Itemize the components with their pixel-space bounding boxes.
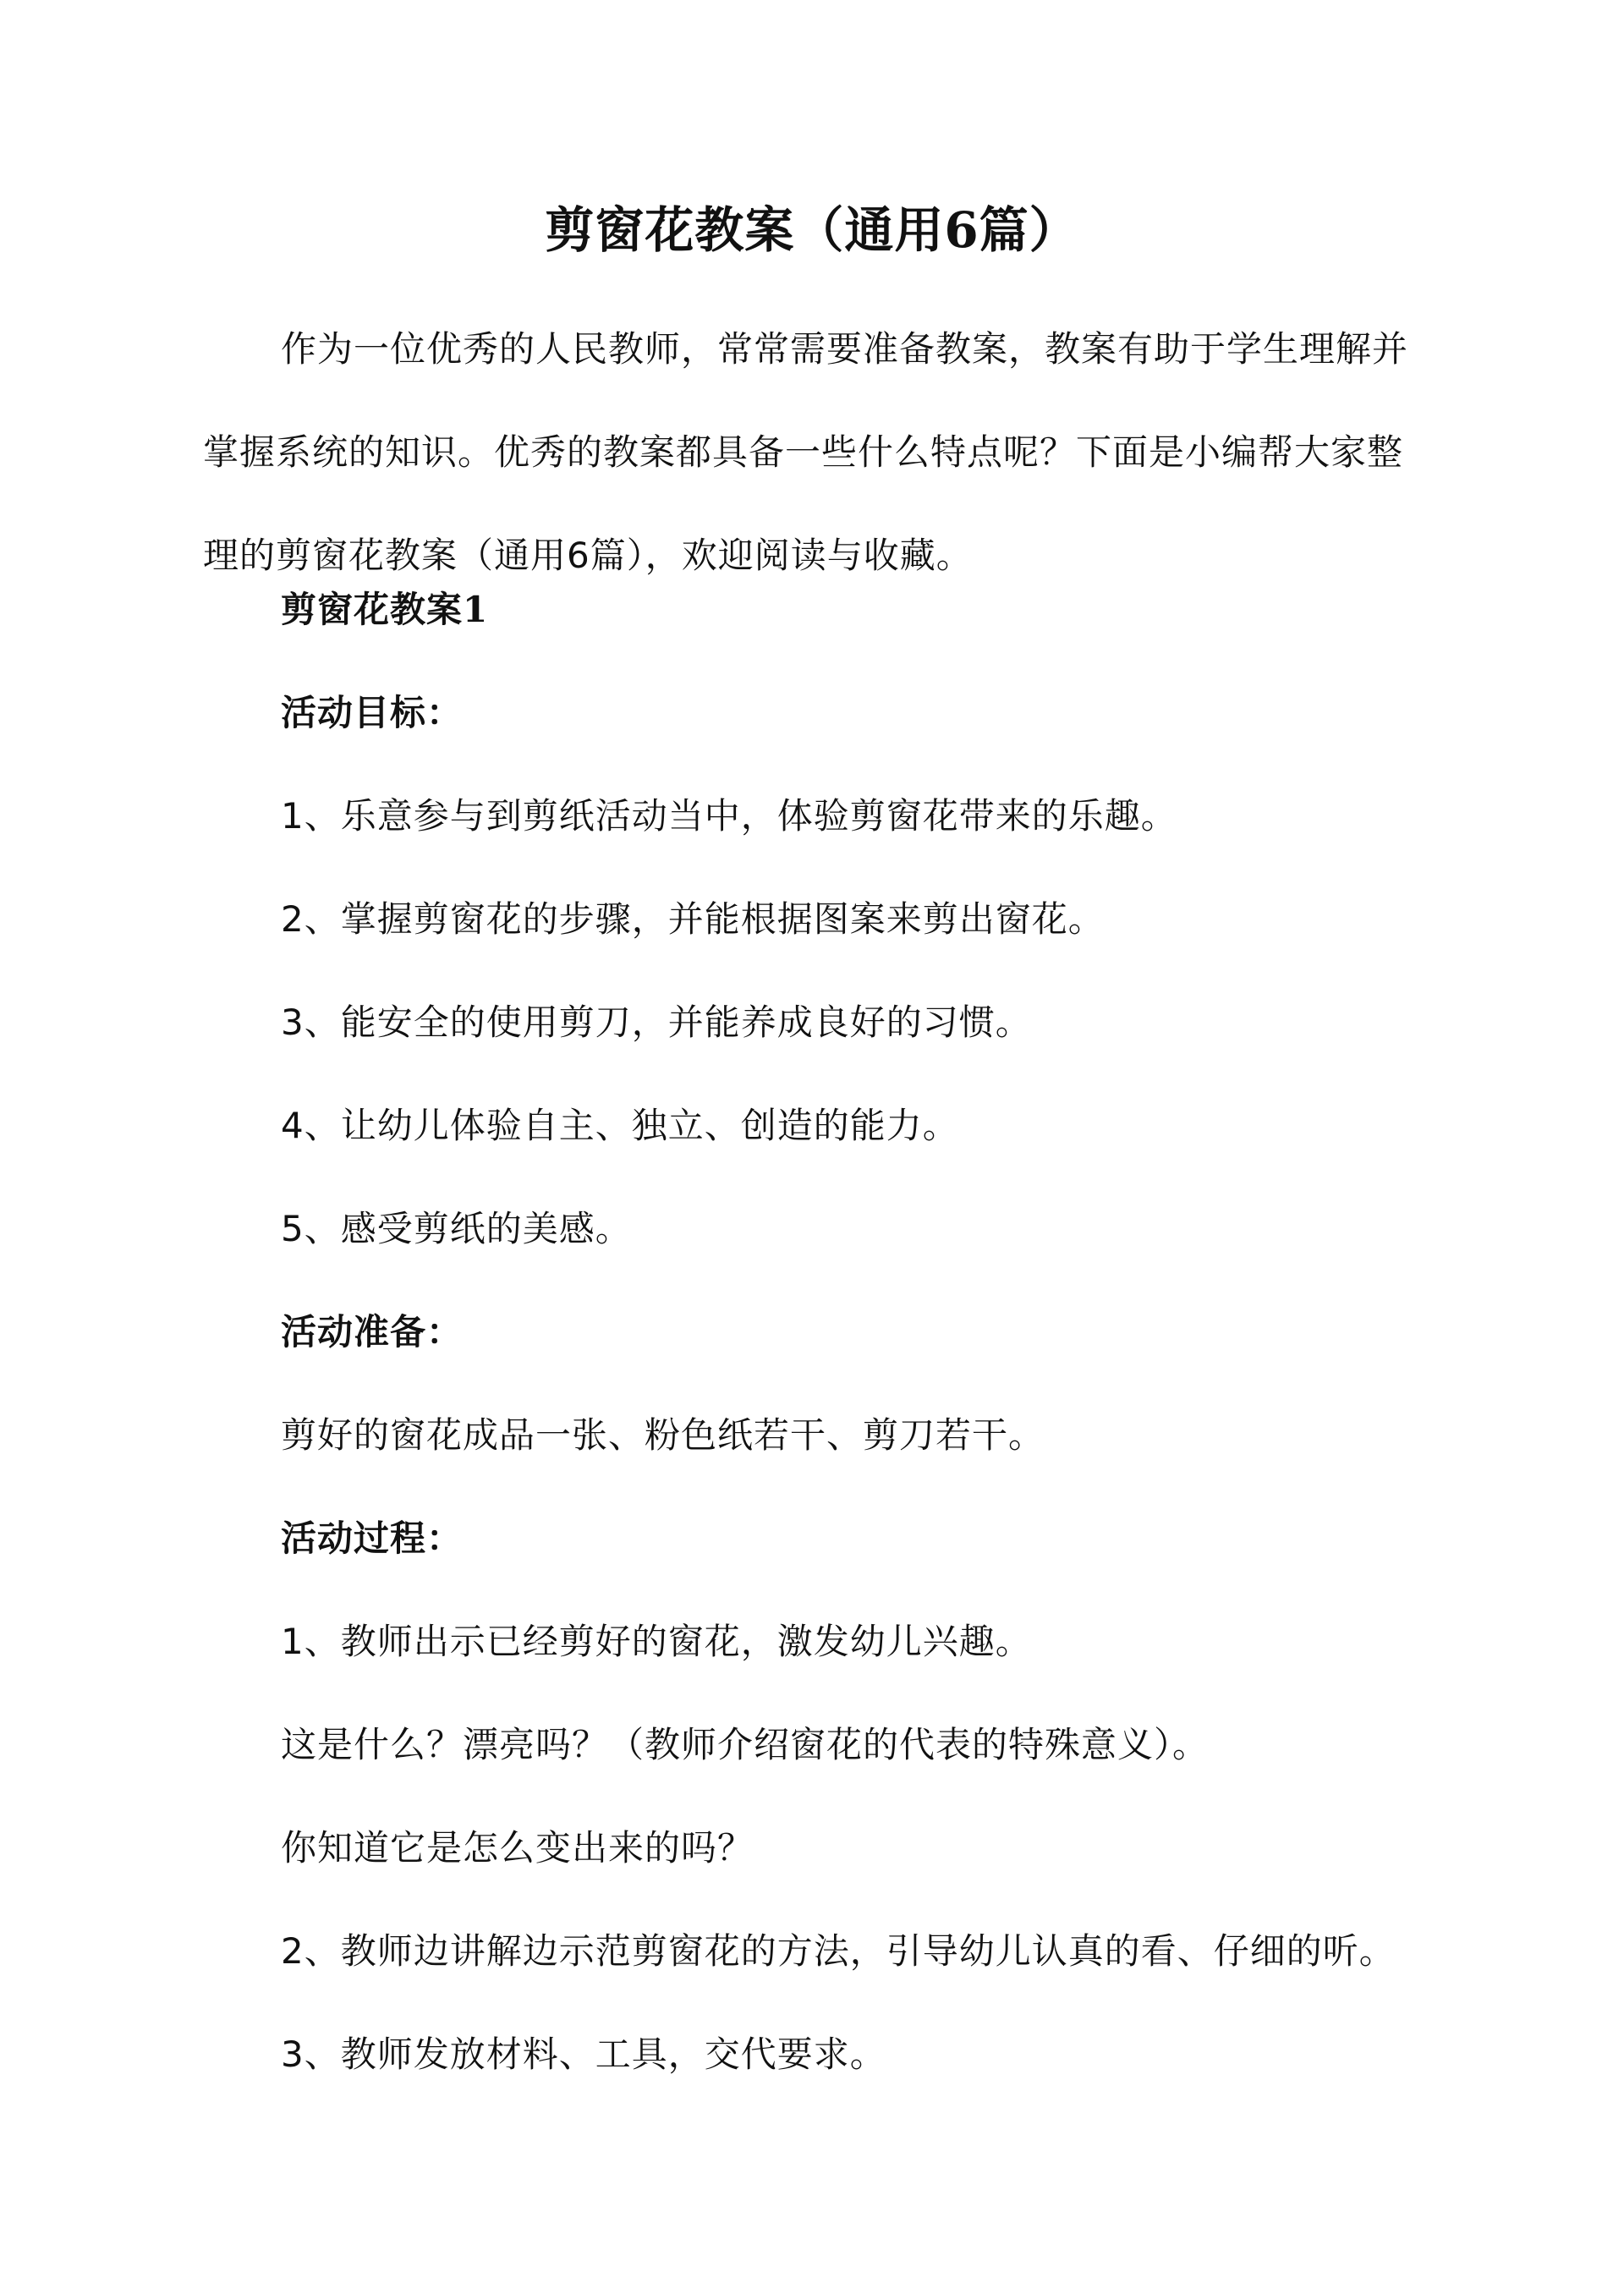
goals-heading: 活动目标： [281, 692, 464, 733]
goal-item: 3、能安全的使用剪刀，并能养成良好的习惯。 [281, 1002, 1032, 1043]
process-line: 这是什么？漂亮吗？（教师介绍窗花的代表的特殊意义）。 [281, 1724, 1210, 1765]
preparation-heading: 活动准备： [281, 1311, 464, 1353]
lesson-1-section [281, 558, 1507, 2106]
intro-paragraph: 作为一位优秀的人民教师，常常需要准备教案，教案有助于学生理解并掌握系统的知识。优秀的教案都具备一些什么特点呢？下面是小编帮大家整理的剪窗花教案（通用6篇），欢迎阅读与收藏。 [203, 328, 1409, 576]
goal-item: 2、掌握剪窗花的步骤，并能根据图案来剪出窗花。 [281, 898, 1105, 940]
process-line: 1、教师出示已经剪好的窗花，激发幼儿兴趣。 [281, 1621, 1032, 1662]
preparation-text: 剪好的窗花成品一张、粉色纸若干、剪刀若干。 [281, 1414, 1045, 1456]
lesson-heading: 剪窗花教案1 [281, 589, 489, 630]
process-line: 2、教师边讲解边示范剪窗花的方法，引导幼儿认真的看、仔细的听。 [281, 1930, 1396, 1972]
goal-item: 1、乐意参与到剪纸活动当中，体验剪窗花带来的乐趣。 [281, 795, 1177, 837]
process-line: 3、教师发放材料、工具，交代要求。 [281, 2033, 886, 2075]
goal-item: 5、感受剪纸的美感。 [281, 1208, 632, 1249]
document-title: 剪窗花教案（通用6篇） [545, 201, 1079, 259]
goal-item: 4、让幼儿体验自主、独立、创造的能力。 [281, 1105, 959, 1146]
process-line: 你知道它是怎么变出来的吗？ [281, 1827, 754, 1869]
process-heading: 活动过程： [281, 1517, 464, 1559]
